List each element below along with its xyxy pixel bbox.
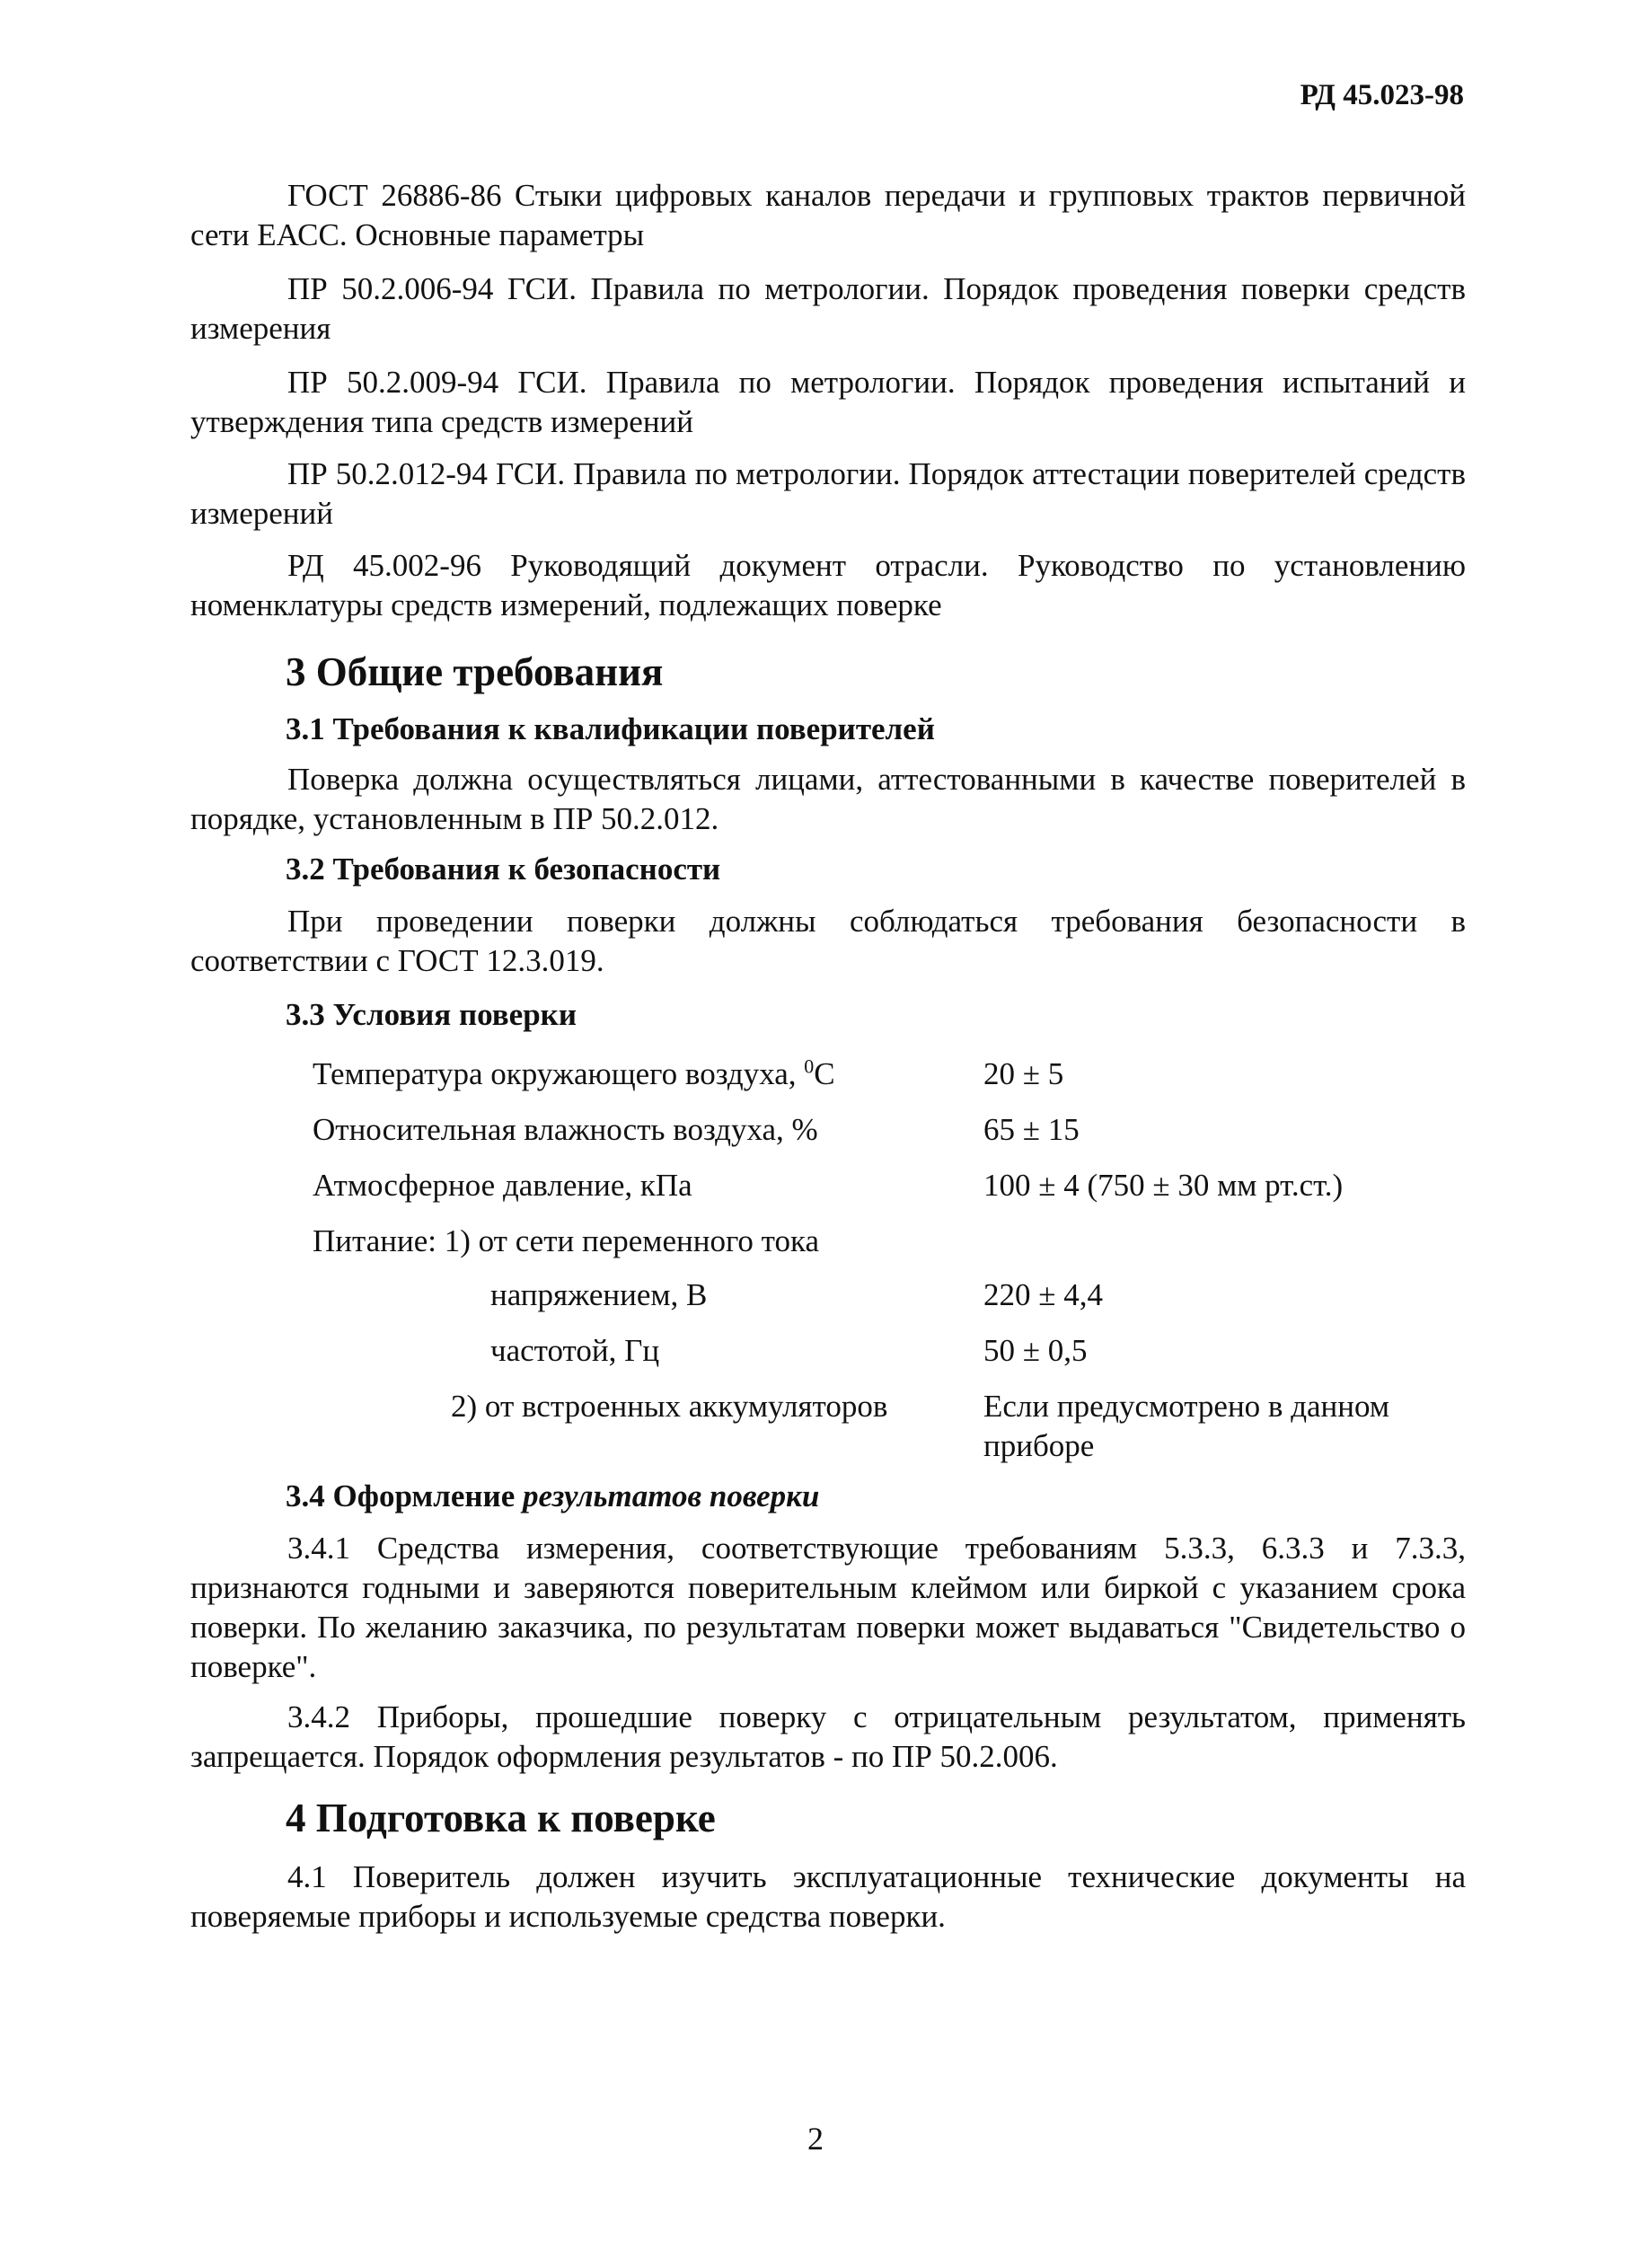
condition-label [313, 1055, 835, 1094]
condition-label: напряжением, В [490, 1277, 708, 1312]
condition-value: 100 ± 4 (750 ± 30 мм рт.ст.) [983, 1168, 1344, 1203]
condition-value: 50 ± 0,5 [983, 1333, 1088, 1368]
section-3-2-text: При проведении поверки должны соблюдаться требования безопасности в соответствии с ГОСТ 12.3.019. [190, 904, 1466, 978]
section-3-4-heading [286, 1478, 819, 1514]
section-3-heading: 3 Общие требования [286, 649, 664, 694]
condition-label-text: Температура окружающего воздуха, [313, 1056, 805, 1091]
condition-label: Атмосферное давление, кПа [313, 1168, 692, 1203]
condition-value: 20 ± 5 [983, 1056, 1064, 1091]
section-3-4-2-text: 3.4.2 Приборы, прошедшие поверку с отрицательным результатом, применять запрещается. Порядок оформления результатов - по ПР 50.2.006. [190, 1699, 1466, 1774]
section-3-4-heading-bold: 3.4 Оформление [286, 1478, 524, 1513]
document-code: РД 45.023-98 [1300, 79, 1464, 111]
unit-celsius: С [814, 1056, 835, 1091]
condition-label: Относительная влажность воздуха, % [313, 1112, 818, 1147]
condition-value: 220 ± 4,4 [983, 1277, 1103, 1312]
section-3-1-heading: 3.1 Требования к квалификации поверителей [286, 711, 935, 746]
condition-label: частотой, Гц [490, 1333, 660, 1368]
condition-value: 65 ± 15 [983, 1112, 1080, 1147]
section-3-3-heading: 3.3 Условия поверки [286, 997, 577, 1032]
section-3-4-1-text: 3.4.1 Средства измерения, соответствующие требованиям 5.3.3, 6.3.3 и 7.3.3, признаются годными и заверяются поверительным клеймом или биркой с указанием срока поверки. По желанию заказчика, по результатам поверки может выдаваться "Свидетельство о поверке". [190, 1531, 1466, 1684]
page-number: 2 [807, 2121, 824, 2157]
section-4-1-text: 4.1 Поверитель должен изучить эксплуатационные технические документы на поверяемые приборы и используемые средства поверки. [190, 1859, 1466, 1934]
condition-value: Если предусмотрено в данном приборе [983, 1389, 1389, 1463]
reference-pr-50-2-012: ПР 50.2.012-94 ГСИ. Правила по метрологии. Порядок аттестации поверителей средств измерений [190, 456, 1466, 531]
condition-label: 2) от встроенных аккумуляторов [451, 1389, 888, 1424]
section-3-1-text: Поверка должна осуществляться лицами, аттестованными в качестве поверителей в порядке, установленным в ПР 50.2.012. [190, 762, 1466, 836]
reference-pr-50-2-006: ПР 50.2.006-94 ГСИ. Правила по метрологии. Порядок проведения поверки средств измерения [190, 271, 1466, 346]
section-3-4-heading-italic: результатов поверки [523, 1478, 820, 1513]
reference-pr-50-2-009: ПР 50.2.009-94 ГСИ. Правила по метрологии. Порядок проведения испытаний и утверждения типа средств измерений [190, 365, 1466, 439]
section-3-2-heading: 3.2 Требования к безопасности [286, 852, 721, 887]
reference-rd-45-002: РД 45.002-96 Руководящий документ отрасли. Руководство по установлению номенклатуры средств измерений, подлежащих поверке [190, 548, 1466, 622]
degree-superscript: 0 [804, 1055, 815, 1078]
reference-gost-26886: ГОСТ 26886-86 Стыки цифровых каналов передачи и групповых трактов первичной сети ЕАСС. Основные параметры [190, 178, 1466, 252]
condition-label: Питание: 1) от сети переменного тока [313, 1223, 820, 1258]
section-4-heading: 4 Подготовка к поверке [286, 1796, 716, 1840]
